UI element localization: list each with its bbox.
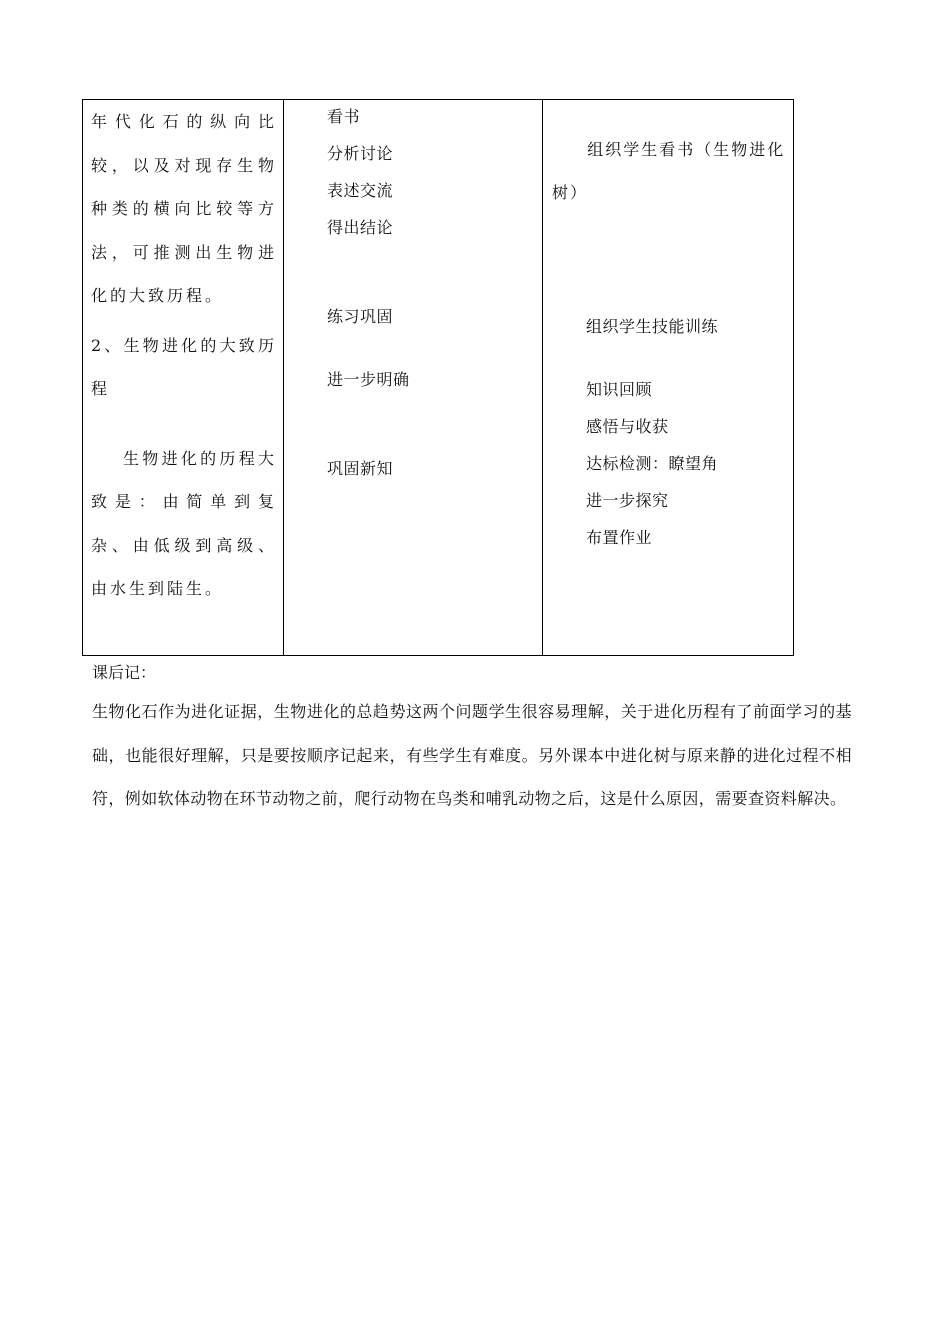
content-column: [91, 100, 277, 611]
student-activity-item: 得出结论: [327, 218, 394, 237]
lesson-table: [82, 99, 794, 656]
student-activity-item: 表述交流: [327, 181, 394, 200]
teacher-activity-item: 知识回顾: [586, 380, 653, 399]
student-activity-item: 看书: [327, 107, 361, 126]
content-paragraph: 年代化石的纵向比较，以及对现存生物种类的横向比较等方法，可推测出生物进化的大致历程。: [91, 112, 277, 305]
section-heading: 2、生物进化的大致历程: [91, 335, 277, 398]
teacher-activity-column: [552, 128, 792, 214]
student-activity-item: 练习巩固: [327, 307, 394, 326]
student-activity-item: 分析讨论: [327, 144, 394, 163]
content-paragraph: 生物进化的历程大致是：由简单到复杂、由低级到高级、由水生到陆生。: [91, 448, 277, 598]
student-activity-item: 巩固新知: [327, 459, 394, 478]
student-activity-item: 进一步明确: [327, 370, 410, 389]
notes-paragraph: 生物化石作为进化证据，生物进化的总趋势这两个问题学生很容易理解，关于进化历程有了前面学习的基础，也能很好理解，只是要按顺序记起来，有些学生有难度。另外课本中进化树与原来静的进化过程不相符，例如软体动物在环节动物之前，爬行动物在鸟类和哺乳动物之后，这是什么原因，需要查资料解决。: [92, 702, 852, 808]
notes-body: [92, 690, 852, 821]
teacher-activity-item: 感悟与收获: [586, 417, 669, 436]
teacher-activity-item: 进一步探究: [586, 491, 669, 510]
teacher-activity-item: 达标检测：瞭望角: [586, 454, 719, 473]
notes-title: 课后记：: [92, 663, 157, 682]
column-divider: [283, 100, 284, 655]
teacher-activity-item: 组织学生看书（生物进化树）: [552, 140, 786, 202]
teacher-activity-item: 组织学生技能训练: [586, 317, 719, 336]
column-divider: [542, 100, 543, 655]
teacher-activity-item: 布置作业: [586, 528, 653, 547]
